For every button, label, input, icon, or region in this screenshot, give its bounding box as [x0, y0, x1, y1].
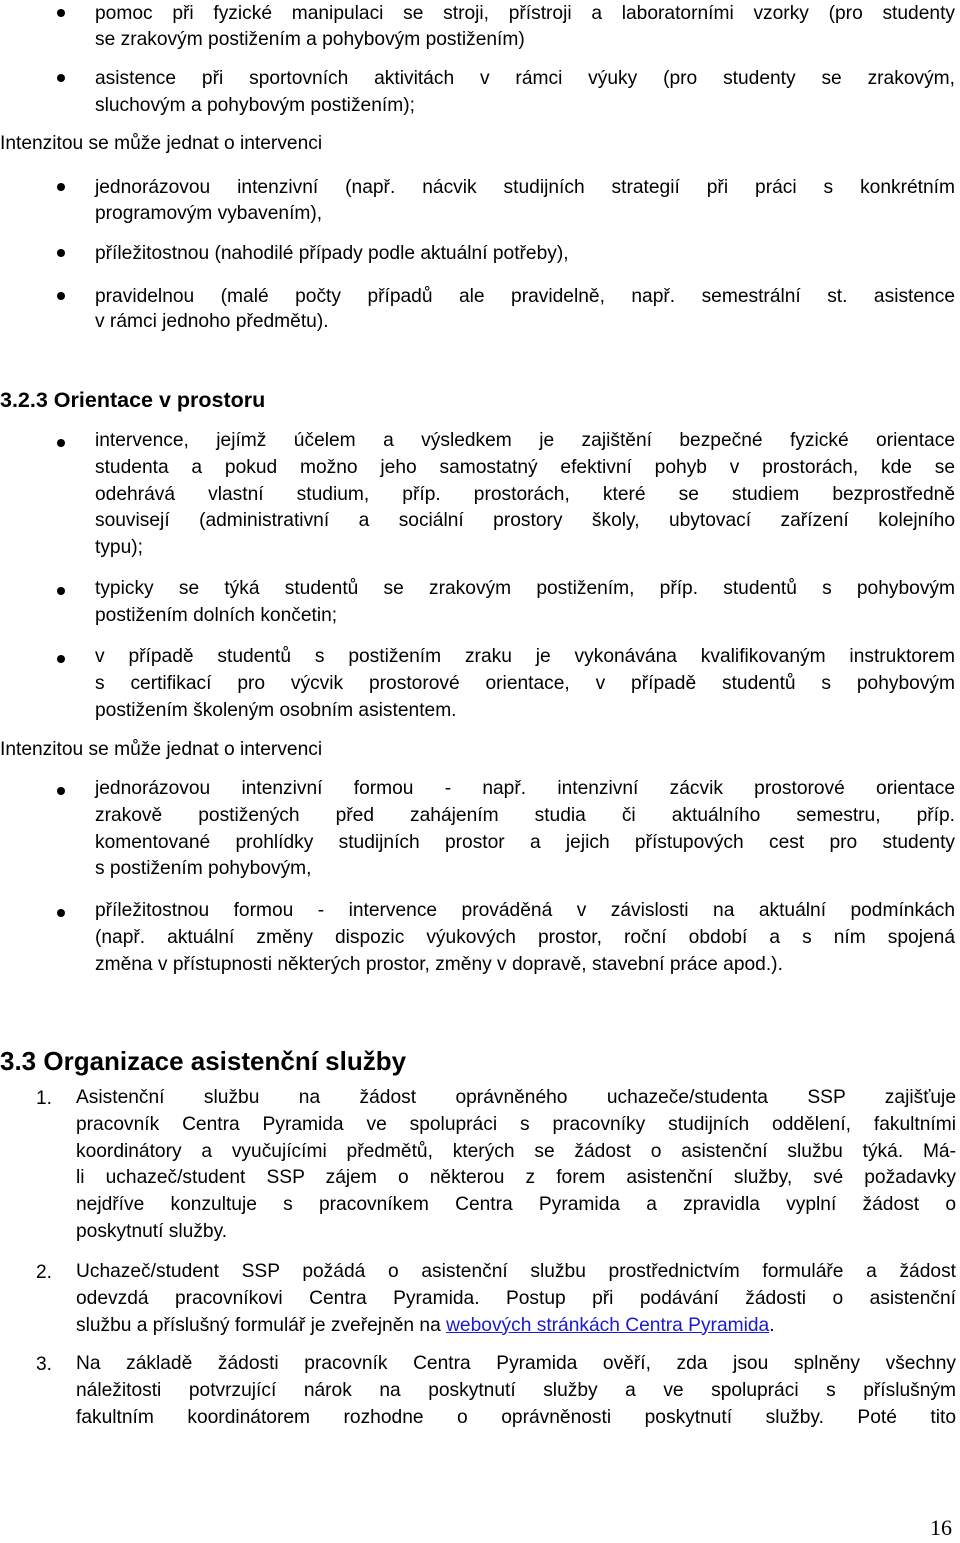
bullet — [57, 183, 65, 191]
list-item-line: pravidelnou (malé počty případů ale pravidelně, např. semestrální st. asistence — [95, 286, 955, 307]
section-heading: 3.3 Organizace asistenční služby — [0, 1046, 407, 1076]
numbered-item — [76, 1259, 956, 1339]
list-item-line: jednorázovou intenzivní formou - např. intenzivní zácvik prostorové orientace — [95, 778, 955, 799]
list-item-line: intervence, jejímž účelem a výsledkem je zajištění bezpečné fyzické orientace — [95, 430, 955, 451]
pyramida-website-link[interactable]: webových stránkách Centra Pyramida — [446, 1314, 770, 1336]
list-item-line: sluchovým a pohybovým postižením); — [95, 95, 415, 116]
list-item-line: příležitostnou formou - intervence prováděná v závislosti na aktuální podmínkách — [95, 900, 955, 921]
list-item — [95, 428, 955, 562]
list-item-line: fakultním koordinátorem rozhodne o oprávněnosti poskytnutí služby. Poté tito — [76, 1406, 956, 1428]
bullet — [57, 909, 65, 917]
intensity-label: Intenzitou se může jednat o intervenci — [0, 739, 323, 760]
list-item-line: náležitosti potvrzující nárok na poskytnutí služby a ve spolupráci s příslušným — [76, 1379, 956, 1401]
list-item-line: jednorázovou intenzivní (např. nácvik studijních strategií při práci s konkrétním — [95, 177, 955, 198]
list-item-line: (např. aktuální změny dispozic výukových prostor, roční období a s ním spojená — [95, 926, 955, 948]
bullet — [57, 787, 65, 795]
list-item-line: programovým vybavením), — [95, 203, 323, 224]
list-item-line: poskytnutí služby. — [76, 1220, 228, 1242]
list-item-line: s postižením pohybovým, — [95, 858, 312, 880]
list-item-line: zrakově postižených před zahájením studia či aktuálního semestru, příp. — [95, 804, 955, 826]
bullet — [57, 9, 65, 17]
bullet — [57, 292, 65, 300]
list-item-line: s certifikací pro výcvik prostorové orientace, v případě studentů s pohybovým — [95, 672, 955, 694]
page-number: 16 — [930, 1515, 952, 1540]
numbered-item — [76, 1351, 956, 1431]
list-item-line: studenta a pokud možno jeho samostatný efektivní pohyb v prostorách, kde se — [95, 456, 955, 478]
list-item-line: pracovník Centra Pyramida ve spolupráci s pracovníky studijních oddělení, fakultními — [76, 1113, 956, 1135]
list-item-line: příležitostnou (nahodilé případy podle aktuální potřeby), — [95, 243, 569, 264]
bullet — [57, 74, 65, 82]
list-item-line: změna v přístupnosti některých prostor, změny v dopravě, stavební práce apod.). — [95, 953, 783, 975]
list-item-line: typu); — [95, 537, 143, 559]
bullet — [57, 439, 65, 447]
list-item-line: koordinátory a vyučujícími předmětů, kterých se žádost o asistenční službu týká. Má- — [76, 1140, 956, 1162]
list-item-line: Asistenční službu na žádost oprávněného uchazeče/studenta SSP zajišťuje — [76, 1087, 956, 1108]
list-item — [95, 576, 955, 630]
list-item-line: asistence při sportovních aktivitách v rámci výuky (pro studenty se zrakovým, — [95, 68, 955, 89]
list-item-line: postižením školeným osobním asistentem. — [95, 699, 457, 721]
list-item-line: v rámci jednoho předmětu). — [95, 311, 329, 332]
list-item — [95, 898, 955, 978]
list-item-line: v případě studentů s postižením zraku je vykonávána kvalifikovaným instruktorem — [95, 646, 955, 667]
list-item-line: typicky se týká studentů se zrakovým postižením, příp. studentů s pohybovým — [95, 578, 955, 599]
list-item-line: Uchazeč/student SSP požádá o asistenční službu prostřednictvím formuláře a žádost — [76, 1261, 956, 1282]
list-item-text: . — [769, 1314, 775, 1336]
bullet — [57, 587, 65, 595]
bullet — [57, 249, 65, 257]
list-item-line: nejdříve konzultuje s pracovníkem Centra Pyramida a zpravidla vyplní žádost o — [76, 1194, 956, 1216]
section-heading: 3.2.3 Orientace v prostoru — [0, 388, 266, 412]
list-item-line — [76, 1313, 956, 1340]
numbered-item — [76, 1085, 956, 1246]
list-number: 2. — [36, 1262, 53, 1283]
list-item-line: souvisejí (administrativní a sociální prostory školy, ubytovací zařízení kolejního — [95, 510, 955, 532]
list-item-line: li uchazeč/student SSP zájem o některou z forem asistenční služby, své požadavky — [76, 1167, 956, 1189]
list-item-line: Na základě žádosti pracovník Centra Pyramida ověří, zda jsou splněny všechny — [76, 1353, 956, 1374]
list-item — [95, 776, 955, 883]
intensity-label: Intenzitou se může jednat o intervenci — [0, 133, 323, 154]
list-item-line: se zrakovým postižením a pohybovým postižením) — [95, 29, 525, 50]
list-item — [95, 644, 955, 724]
list-item-line: odevzdá pracovníkovi Centra Pyramida. Postup při podávání žádosti o asistenční — [76, 1287, 956, 1309]
list-item-line: odehrává vlastní studium, příp. prostorách, které se studiem bezprostředně — [95, 483, 955, 505]
list-number: 3. — [36, 1354, 53, 1375]
list-number: 1. — [36, 1088, 53, 1109]
bullet — [57, 655, 65, 663]
list-item-text: službu a příslušný formulář je zveřejněn na — [76, 1314, 447, 1336]
list-item-line: postižením dolních končetin; — [95, 604, 338, 626]
list-item-line: komentované prohlídky studijních prostor a jejich přístupových cest pro studenty — [95, 831, 955, 853]
list-item-line: pomoc při fyzické manipulaci se stroji, přístroji a laboratorními vzorky (pro studenty — [95, 3, 955, 24]
